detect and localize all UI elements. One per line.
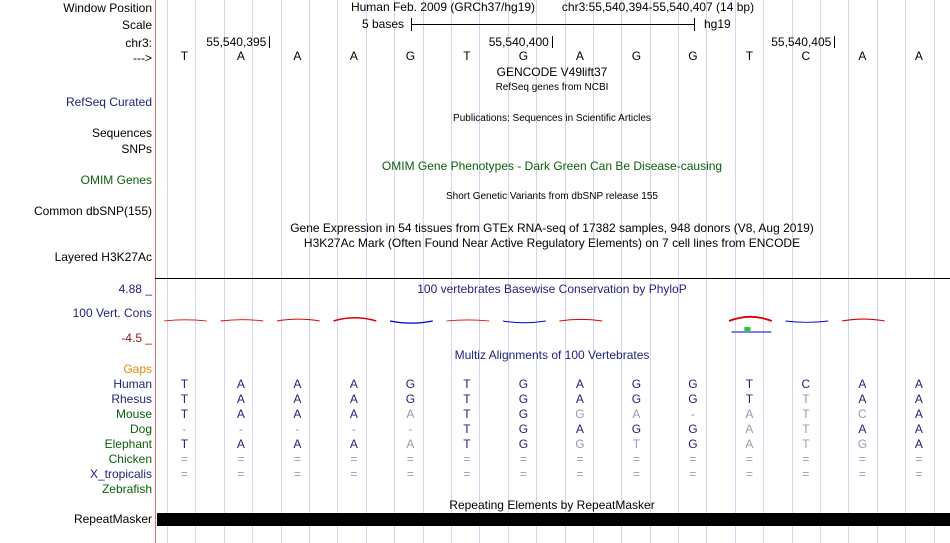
alignment-base: T	[180, 407, 189, 421]
layered-h3k27ac-track-label[interactable]: Layered H3K27Ac	[54, 250, 152, 264]
alignment-base: T	[802, 392, 810, 406]
alignment-base: G	[518, 377, 529, 391]
alignment-base: T	[180, 437, 189, 451]
alignment-base: =	[915, 467, 923, 481]
gridline	[650, 0, 651, 543]
alignment-base: A	[858, 392, 867, 406]
strand-arrow-label: --->	[133, 51, 152, 65]
gridline	[195, 0, 196, 543]
gridline	[281, 0, 282, 543]
phylop-score-mark	[729, 317, 772, 321]
coordinate-tick	[269, 36, 270, 48]
species-label[interactable]: Elephant	[104, 437, 152, 451]
alignment-base: A	[293, 392, 302, 406]
alignment-base: G	[405, 392, 416, 406]
alignment-base: G	[688, 392, 698, 406]
alignment-base: G	[575, 407, 585, 421]
gridline	[224, 0, 225, 543]
scale-bar-line	[411, 24, 695, 25]
gridline	[848, 0, 849, 543]
refseq-track-desc: RefSeq genes from NCBI	[495, 82, 609, 93]
phylop-score-mark	[390, 321, 433, 323]
h3k27ac-track-desc: H3K27Ac Mark (Often Found Near Active Regulatory Elements) on 7 cell lines from ENCODE	[303, 236, 801, 250]
alignment-base: =	[350, 452, 358, 466]
coordinate-label: 55,540,400	[488, 35, 549, 49]
alignment-base: =	[463, 452, 471, 466]
alignment-base: =	[858, 452, 866, 466]
multiz-track-desc: Multiz Alignments of 100 Vertebrates	[454, 348, 650, 362]
gridline	[337, 0, 338, 543]
alignment-base: =	[180, 467, 188, 481]
alignment-base: A	[293, 437, 302, 451]
alignment-base: =	[350, 467, 358, 481]
alignment-base: T	[463, 407, 471, 421]
phylop-score-mark	[277, 319, 320, 321]
reference-base: C	[801, 49, 811, 63]
gridline	[394, 0, 395, 543]
left-border-line	[155, 0, 156, 543]
species-label[interactable]: X_tropicalis	[89, 467, 152, 481]
snps-track-label[interactable]: SNPs	[121, 142, 152, 156]
phylop-score-mark	[560, 319, 603, 321]
alignment-base: A	[349, 407, 358, 421]
phylop-score-mark	[334, 318, 377, 321]
refseq-track-label[interactable]: RefSeq Curated	[65, 95, 152, 109]
gridline	[479, 0, 480, 543]
reference-base: A	[293, 49, 302, 63]
alignment-base: A	[236, 437, 245, 451]
phylop-score-mark	[842, 319, 885, 321]
gaps-track-label[interactable]: Gaps	[123, 362, 152, 376]
gridline	[366, 0, 367, 543]
alignment-base: =	[237, 467, 245, 481]
alignment-base: =	[858, 467, 866, 481]
window-coordinates: chr3:55,540,394-55,540,407 (14 bp)	[561, 0, 755, 14]
gridline	[905, 0, 906, 543]
phylop-score-mark	[786, 321, 829, 322]
scale-bases-text: 5 bases	[362, 17, 405, 31]
species-label[interactable]: Zebrafish	[101, 482, 152, 496]
gridline	[423, 0, 424, 543]
alignment-base: A	[575, 422, 584, 436]
alignment-base: =	[406, 467, 414, 481]
reference-base: A	[236, 49, 245, 63]
alignment-base: A	[914, 392, 923, 406]
gridline	[167, 0, 168, 543]
alignment-base: -	[295, 422, 300, 436]
track-labels-panel	[0, 0, 155, 543]
assembly-title: Human Feb. 2009 (GRCh37/hg19)	[350, 0, 536, 14]
alignment-base: G	[688, 437, 698, 451]
alignment-base: A	[349, 377, 358, 391]
repeatmasker-element-bar[interactable]	[157, 513, 950, 526]
alignment-base: T	[802, 437, 810, 451]
alignment-base: A	[858, 422, 867, 436]
phylop-highlight-mark	[744, 327, 750, 331]
alignment-base: T	[632, 437, 641, 451]
alignment-base: =	[180, 452, 188, 466]
species-label[interactable]: Chicken	[108, 452, 152, 466]
gridline	[763, 0, 764, 543]
alignment-base: -	[690, 407, 695, 421]
alignment-base: T	[802, 407, 810, 421]
phylop-scale-top: 4.88 _	[118, 282, 152, 296]
sequences-track-label[interactable]: Sequences	[91, 126, 152, 140]
reference-base: G	[688, 49, 698, 63]
alignment-base: A	[349, 392, 358, 406]
alignment-base: A	[575, 392, 584, 406]
alignment-base: =	[689, 467, 697, 481]
gridline	[934, 0, 935, 543]
reference-base: T	[745, 49, 754, 63]
phylop-score-mark	[164, 320, 207, 321]
alignment-base: G	[631, 392, 642, 406]
gencode-track-title[interactable]: GENCODE V49lift37	[496, 65, 608, 79]
alignment-base: G	[575, 437, 585, 451]
reference-base: G	[518, 49, 529, 63]
alignment-base: T	[463, 437, 471, 451]
alignment-base: A	[745, 407, 754, 421]
alignment-base: A	[236, 392, 245, 406]
alignment-base: C	[801, 377, 811, 391]
alignment-base: A	[914, 377, 923, 391]
reference-base: A	[575, 49, 584, 63]
alignment-base: A	[632, 407, 641, 421]
phylop-score-mark	[503, 321, 546, 323]
alignment-base: G	[631, 422, 642, 436]
omim-track-desc: OMIM Gene Phenotypes - Dark Green Can Be Disease-causing	[381, 159, 723, 173]
phylop-track-desc: 100 vertebrates Basewise Conservation by PhyloP	[417, 282, 687, 296]
publications-track-desc: Publications: Sequences in Scientific Articles	[453, 113, 651, 124]
species-label[interactable]: Human	[113, 377, 152, 391]
gridline	[309, 0, 310, 543]
scale-label: Scale	[121, 18, 152, 32]
alignment-base: =	[576, 467, 584, 481]
alignment-base: =	[293, 467, 301, 481]
alignment-base: =	[632, 467, 640, 481]
alignment-base: G	[518, 422, 529, 436]
alignment-base: =	[689, 452, 697, 466]
reference-base: G	[631, 49, 642, 63]
alignment-base: A	[745, 437, 754, 451]
alignment-base: A	[236, 407, 245, 421]
alignment-base: T	[463, 422, 471, 436]
alignment-base: A	[858, 377, 867, 391]
section-divider	[155, 278, 950, 279]
alignment-base: =	[519, 452, 527, 466]
alignment-base: A	[914, 422, 923, 436]
alignment-base: T	[745, 377, 754, 391]
common-dbsnp-track-label[interactable]: Common dbSNP(155)	[33, 204, 152, 218]
alignment-base: T	[180, 377, 189, 391]
alignment-base: G	[631, 377, 642, 391]
alignment-base: -	[351, 422, 356, 436]
alignment-base: =	[632, 452, 640, 466]
alignment-base: =	[745, 452, 753, 466]
omim-track-label[interactable]: OMIM Genes	[80, 173, 152, 187]
scale-bar-left-tick	[411, 18, 412, 31]
alignment-base: A	[236, 377, 245, 391]
reference-base: A	[349, 49, 358, 63]
alignment-base: T	[802, 422, 810, 436]
alignment-base: A	[575, 377, 584, 391]
alignment-base: =	[802, 467, 810, 481]
alignment-base: G	[857, 437, 868, 451]
coordinate-label: 55,540,405	[771, 35, 832, 49]
alignment-base: G	[518, 407, 529, 421]
reference-base: T	[180, 49, 189, 63]
alignment-base: =	[745, 467, 753, 481]
alignment-base: A	[293, 377, 302, 391]
gridline	[621, 0, 622, 543]
gridline	[877, 0, 878, 543]
phylop-score-mark	[447, 320, 490, 321]
gridline	[735, 0, 736, 543]
alignment-base: -	[182, 422, 187, 436]
alignment-base: A	[406, 437, 415, 451]
chr-label: chr3:	[125, 36, 152, 50]
gridline	[678, 0, 679, 543]
species-label[interactable]: Dog	[129, 422, 152, 436]
browser-track-image[interactable]	[155, 0, 950, 543]
alignment-base: =	[576, 452, 584, 466]
vert-cons-track-label[interactable]: 100 Vert. Cons	[72, 306, 152, 320]
gridline	[820, 0, 821, 543]
alignment-base: -	[408, 422, 413, 436]
window-position-label: Window Position	[63, 1, 152, 15]
alignment-base: A	[914, 407, 923, 421]
scale-assembly-db: hg19	[704, 17, 731, 31]
repeatmasker-track-label[interactable]: RepeatMasker	[73, 512, 152, 526]
gtex-track-desc: Gene Expression in 54 tissues from GTEx RNA-seq of 17382 samples, 948 donors (V8, Aug 2019)	[290, 221, 814, 235]
alignment-base: A	[914, 437, 923, 451]
alignment-base: =	[463, 467, 471, 481]
alignment-base: G	[405, 377, 416, 391]
species-label[interactable]: Rhesus	[111, 392, 152, 406]
alignment-base: T	[745, 392, 754, 406]
reference-base: G	[405, 49, 416, 63]
alignment-base: A	[293, 407, 302, 421]
phylop-conservation-plot	[155, 295, 950, 355]
alignment-base: A	[745, 422, 754, 436]
alignment-base: C	[858, 407, 867, 421]
alignment-base: G	[518, 437, 529, 451]
coordinate-label: 55,540,395	[206, 35, 267, 49]
repeatmasker-track-desc: Repeating Elements by RepeatMasker	[449, 498, 655, 512]
reference-base: A	[858, 49, 867, 63]
alignment-base: =	[915, 452, 923, 466]
species-label[interactable]: Mouse	[115, 407, 152, 421]
alignment-base: -	[238, 422, 243, 436]
alignment-base: T	[463, 392, 471, 406]
alignment-base: =	[802, 452, 810, 466]
alignment-base: G	[518, 392, 529, 406]
alignment-base: T	[463, 377, 471, 391]
alignment-base: =	[406, 452, 414, 466]
phylop-score-mark	[221, 320, 264, 321]
alignment-base: A	[406, 407, 415, 421]
alignment-base: =	[519, 467, 527, 481]
alignment-base: =	[293, 452, 301, 466]
coordinate-tick	[834, 36, 835, 48]
scale-bar-right-tick	[694, 18, 695, 31]
alignment-base: A	[349, 437, 358, 451]
reference-base: T	[463, 49, 471, 63]
dbsnp-track-desc: Short Genetic Variants from dbSNP release 155	[446, 191, 658, 202]
phylop-scale-bottom: -4.5 _	[121, 331, 152, 345]
gridline	[706, 0, 707, 543]
gridline	[451, 0, 452, 543]
alignment-base: G	[688, 422, 698, 436]
coordinate-tick	[552, 36, 553, 48]
alignment-base: =	[237, 452, 245, 466]
gridline	[252, 0, 253, 543]
reference-base: A	[914, 49, 923, 63]
alignment-base: T	[180, 392, 189, 406]
gridline	[792, 0, 793, 543]
alignment-base: G	[688, 377, 698, 391]
